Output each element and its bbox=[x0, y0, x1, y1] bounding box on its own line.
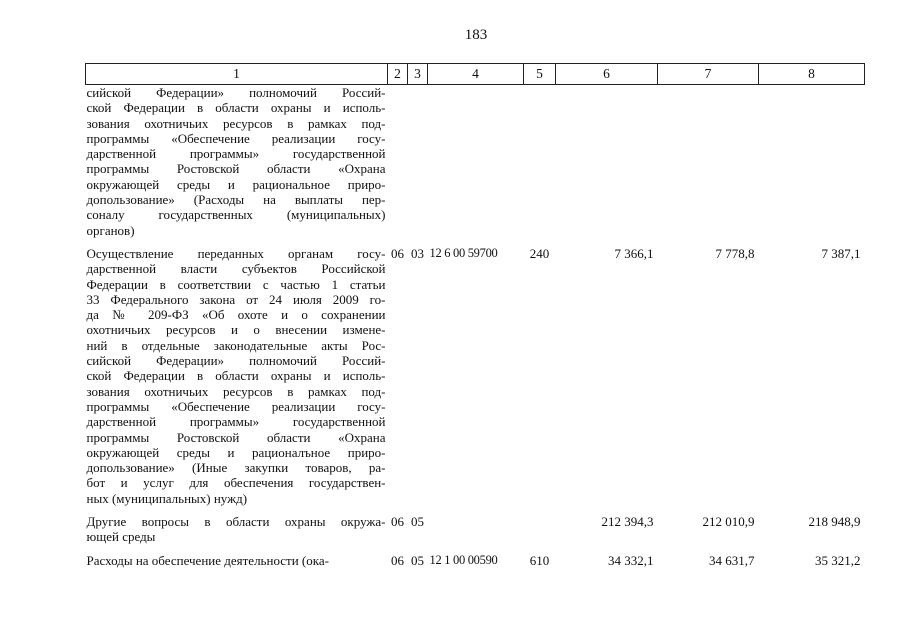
row-name bbox=[86, 506, 388, 545]
row-section-code: 06 bbox=[391, 245, 404, 261]
header-col-5: 5 bbox=[524, 64, 556, 85]
row-name-line: ской Федерации в области охраны и исполь- bbox=[86, 368, 386, 384]
header-row bbox=[86, 64, 865, 85]
row-name-line: Осуществление переданных органам госу- bbox=[86, 245, 386, 261]
row-expense-type bbox=[524, 85, 556, 238]
row-amount-year-2 bbox=[658, 85, 759, 238]
row-name-line: ской Федерации в области охраны и исполь- bbox=[86, 100, 386, 116]
row-amount-year-2: 7 778,8 bbox=[715, 245, 755, 261]
row-target-article bbox=[428, 85, 524, 238]
row-name-line: программы «Обеспечение реализации госу- bbox=[86, 398, 386, 414]
row-name-line: сийской Федерации» полномочий Россий- bbox=[86, 85, 386, 100]
row-amount-year-1: 7 366,1 bbox=[614, 245, 654, 261]
row-name-line: охотничьих ресурсов и о внесении измене- bbox=[86, 322, 386, 338]
row-name-line: органов) bbox=[86, 222, 135, 238]
row-name-line: дарственной власти субъектов Российской bbox=[86, 261, 386, 277]
row-name-line: да № 209-ФЗ «Об охоте и о сохранении bbox=[86, 307, 386, 323]
row-name bbox=[86, 85, 388, 238]
row-name-line: Расходы на обеспечение деятельности (ока- bbox=[86, 552, 329, 568]
row-subsection-code: 05 bbox=[411, 552, 424, 568]
header-col-6: 6 bbox=[556, 64, 658, 85]
row-target-article: 12 6 00 59700 bbox=[429, 245, 498, 260]
row-name-line: Другие вопросы в области охраны окружа- bbox=[86, 514, 386, 530]
table-row bbox=[86, 85, 865, 238]
table-row bbox=[86, 238, 865, 506]
header-col-1: 1 bbox=[86, 64, 388, 85]
row-name-line: дарственной программы» государственной bbox=[86, 146, 386, 162]
row-name-line: программы Ростовской области «Охрана bbox=[86, 429, 386, 445]
row-target-article: 12 1 00 00590 bbox=[429, 552, 498, 567]
row-amount-year-1 bbox=[556, 85, 658, 238]
row-expense-type: 240 bbox=[529, 245, 550, 261]
row-subsection-code: 05 bbox=[411, 514, 424, 530]
header-col-2: 2 bbox=[388, 64, 408, 85]
row-subsection-code bbox=[408, 85, 428, 238]
row-name-line: ний в отдельные законодательные акты Рос- bbox=[86, 337, 386, 353]
row-amount-year-1: 34 332,1 bbox=[608, 552, 654, 568]
header-col-3: 3 bbox=[408, 64, 428, 85]
row-name-line: зования охотничьих ресурсов в рамках под- bbox=[86, 115, 386, 131]
row-amount-year-2: 212 010,9 bbox=[702, 514, 755, 530]
row-name-line: допользование» (Иные закупки товаров, ра- bbox=[86, 460, 386, 476]
table-body bbox=[86, 85, 865, 568]
row-name bbox=[86, 545, 388, 568]
row-name-line: соналу государственных (муниципальных) bbox=[86, 207, 386, 223]
row-section-code: 06 bbox=[391, 514, 404, 530]
row-name-line: сийской Федерации» полномочий Россий- bbox=[86, 353, 386, 369]
row-name bbox=[86, 238, 388, 506]
page-number: 183 bbox=[464, 27, 488, 43]
row-name-line: допользование» (Расходы на выплаты пер- bbox=[86, 192, 386, 208]
header-col-4: 4 bbox=[428, 64, 524, 85]
header-col-7: 7 bbox=[658, 64, 759, 85]
row-name-line: Федерации в соответствии с частью 1 статьи bbox=[86, 276, 386, 292]
row-amount-year-3: 35 321,2 bbox=[815, 552, 861, 568]
row-section-code bbox=[388, 85, 408, 238]
row-target-article bbox=[428, 506, 524, 545]
header-col-8: 8 bbox=[759, 64, 865, 85]
budget-table bbox=[85, 63, 865, 568]
row-amount-year-1: 212 394,3 bbox=[601, 514, 654, 530]
row-subsection-code: 03 bbox=[411, 245, 424, 261]
row-section-code: 06 bbox=[391, 552, 404, 568]
row-amount-year-2: 34 631,7 bbox=[709, 552, 755, 568]
row-name-line: бот и услуг для обеспечения государствен- bbox=[86, 475, 386, 491]
table-row bbox=[86, 506, 865, 545]
row-name-line: 33 Федерального закона от 24 июля 2009 го- bbox=[86, 291, 386, 307]
row-name-line: окружающей среды и рациональное приро- bbox=[86, 176, 386, 192]
row-expense-type: 610 bbox=[529, 552, 550, 568]
row-name-line: программы «Обеспечение реализации госу- bbox=[86, 130, 386, 146]
row-name-line: ных (муниципальных) нужд) bbox=[86, 490, 248, 506]
row-amount-year-3: 7 387,1 bbox=[821, 245, 861, 261]
row-name-line: программы Ростовской области «Охрана bbox=[86, 161, 386, 177]
row-expense-type bbox=[524, 506, 556, 545]
table-row bbox=[86, 545, 865, 568]
row-amount-year-3: 218 948,9 bbox=[808, 514, 861, 530]
row-name-line: ющей среды bbox=[86, 529, 156, 545]
row-amount-year-3 bbox=[759, 85, 865, 238]
row-name-line: зования охотничьих ресурсов в рамках под- bbox=[86, 383, 386, 399]
row-name-line: дарственной программы» государственной bbox=[86, 414, 386, 430]
row-name-line: окружающей среды и рационалъное приро- bbox=[86, 444, 386, 460]
